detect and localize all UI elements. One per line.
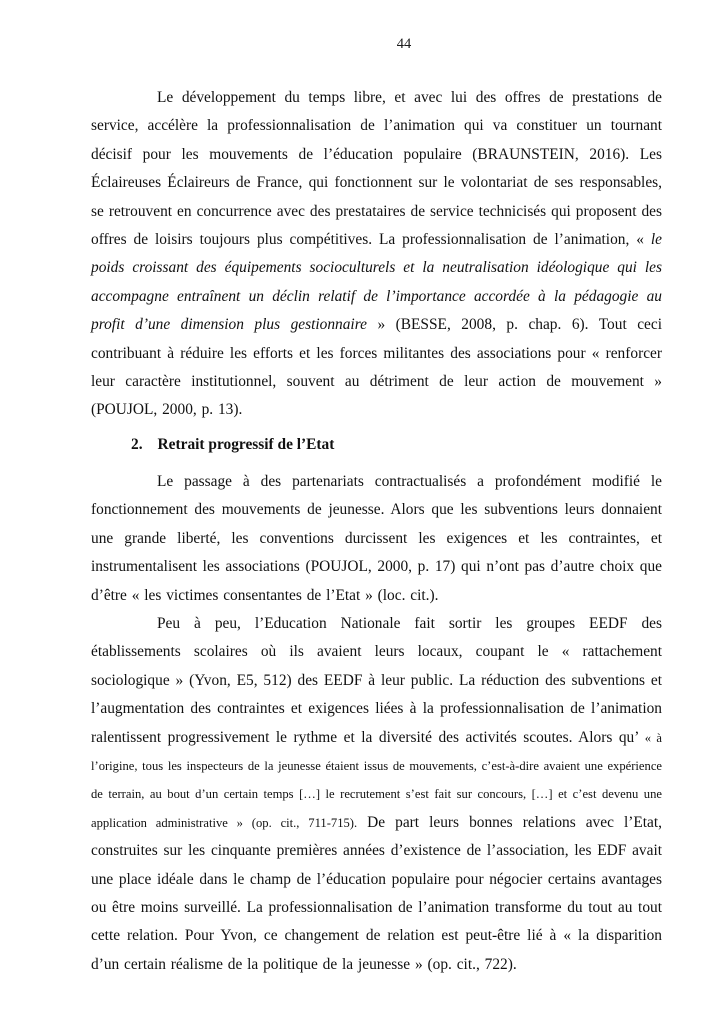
paragraph-3-text-end: De part leurs bonnes relations avec l’Etat, construites sur les cinquante premières années d’existence de l’association, les EDF avait une place idéale dans le champ de l’éducation populaire pour négocier certains avantages ou être moins surveillé. La professionnalisation de l’animation transforme du tout au tout cette relation. Pour Yvon, ce changement de relation est peut-être lié à « la disparition d’un certain réalisme de la politique de la jeunesse » (op. cit., 722). xyxy=(91,813,662,973)
paragraph-2 xyxy=(91,468,662,610)
paragraph-2-text: Le passage à des partenariats contractualisés a profondément modifié le fonctionnement des mouvements de jeunesse. Alors que les subventions leurs donnaient une grande liberté, les conventions durcissent les exigences et les contraintes, et instrumentalisent les associations (POUJOL, 2000, p. 17) qui n’ont pas d’autre choix que d’être « les victimes consentantes de l’Etat » (loc. cit.). xyxy=(91,472,662,604)
paragraph-1-text: Le développement du temps libre, et avec lui des offres de prestations de service, accélère la professionnalisation de l’animation qui va constituer un tournant décisif pour les mouvements de l’éducation populaire (BRAUNSTEIN, 2016). Les Éclaireuses Éclaireurs de France, qui fonctionnent sur le volontariat de ses responsables, se retrouvent en concurrence avec des prestataires de service technicisés qui proposent des offres de loisirs toujours plus compétitives. La professionnalisation de l’animation, « xyxy=(91,89,662,249)
paragraph-1-text-end: » (BESSE, 2008, p. chap. 6). Tout ceci contribuant à réduire les efforts et les forces militantes des associations pour « renforcer leur caractère institutionnel, souvent au détriment de leur action de mouvement » (POUJOL, 2000, p. 13). xyxy=(91,316,662,419)
paragraph-1-italic-quote: le poids croissant des équipements socioculturels et la neutralisation idéologique qui les accompagne entraînent un déclin relatif de l’importance accordée à la pédagogie au profit d’une dimension plus gestionnaire xyxy=(91,231,662,334)
section-heading xyxy=(131,435,662,455)
paragraph-3-text: Peu à peu, l’Education Nationale fait sortir les groupes EEDF des établissements scolaires où ils avaient leurs locaux, coupant le « rattachement sociologique » (Yvon, E5, 512) des EEDF à leur public. La réduction des subventions et l’augmentation des contraintes et exigences liées à la professionnalisation de l’animation ralentissent progressivement le rythme et la diversité des activités scoutes. Alors qu’ xyxy=(91,614,662,746)
paragraph-3-small-quote: « à l’origine, tous les inspecteurs de la jeunesse étaient issus de mouvements, c’est-à-dire avaient une expérience de terrain, au bout d’un certain temps […] le recrutement s’est fait sur concours, […] et c’est devenu une application administrative » (op. cit., 711-715). xyxy=(91,730,662,830)
paragraph-3 xyxy=(91,610,662,979)
paragraph-1 xyxy=(91,84,662,425)
page-content xyxy=(91,84,662,979)
section-heading-number: 2. xyxy=(131,435,143,453)
page-number: 44 xyxy=(396,36,412,52)
section-heading-title: Retrait progressif de l’Etat xyxy=(157,435,335,453)
